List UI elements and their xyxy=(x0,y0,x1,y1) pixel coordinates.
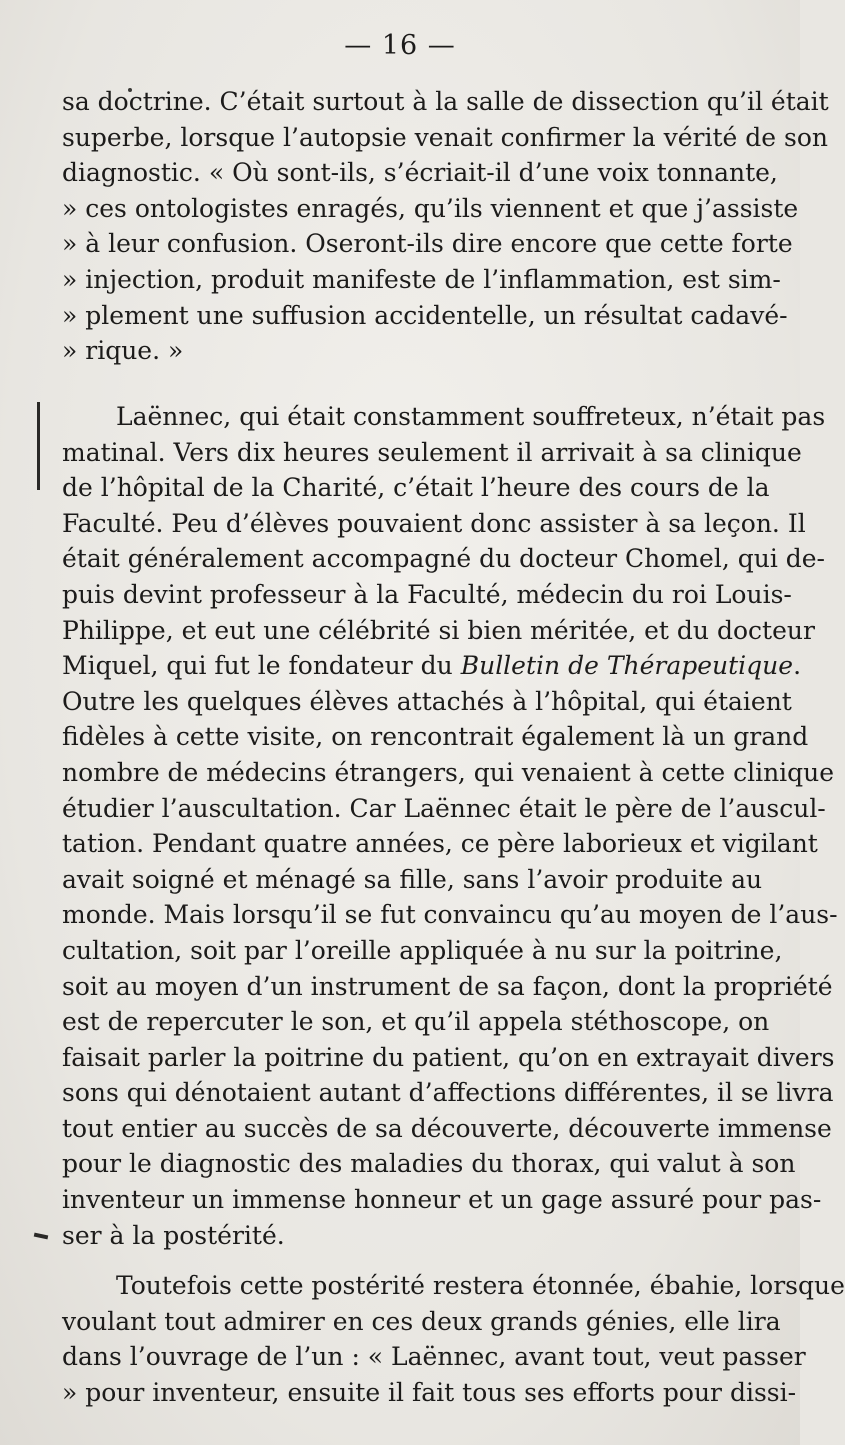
text-line: superbe, lorsque l’autopsie venait confirmer la vérité de son xyxy=(62,122,828,152)
text-line xyxy=(62,648,802,684)
text-line: avait soigné et ménagé sa fille, sans l’avoir produite au xyxy=(62,864,763,894)
text-line: puis devint professeur à la Faculté, médecin du roi Louis- xyxy=(62,579,792,609)
text-line: Toutefois cette postérité restera étonnée, ébahie, lorsque xyxy=(116,1271,845,1300)
text-line: dans l’ouvrage de l’un : « Laënnec, avant tout, veut passer xyxy=(62,1342,806,1372)
text-fragment: . xyxy=(793,651,802,681)
text-line: était généralement accompagné du docteur Chomel, qui de- xyxy=(62,544,826,574)
text-line: » rique. » xyxy=(62,336,184,366)
text-line: monde. Mais lorsqu’il se fut convaincu qu’au moyen de l’aus- xyxy=(62,900,838,930)
text-line: tation. Pendant quatre années, ce père laborieux et vigilant xyxy=(62,829,818,859)
text-line: Philippe, et eut une célébrité si bien méritée, et du docteur xyxy=(62,615,815,645)
paragraph-2 xyxy=(62,399,838,1253)
paragraph-1 xyxy=(62,84,829,369)
text-line: ser à la postérité. xyxy=(62,1220,285,1250)
text-line: sons qui dénotaient autant d’affections différentes, il se livra xyxy=(62,1078,834,1108)
margin-mark xyxy=(37,402,40,490)
journal-title: Bulletin de Thérapeutique xyxy=(460,651,794,681)
text-line: est de repercuter le son, et qu’il appela stéthoscope, on xyxy=(62,1007,770,1037)
text-line: fidèles à cette visite, on rencontrait également là un grand xyxy=(62,722,809,752)
text-line: de l’hôpital de la Charité, c’était l’heure des cours de la xyxy=(62,473,770,503)
page-number: — 16 — xyxy=(344,30,456,61)
text-line: Faculté. Peu d’élèves pouvaient donc assister à sa leçon. Il xyxy=(62,508,806,538)
text-line: cultation, soit par l’oreille appliquée à nu sur la poitrine, xyxy=(62,935,783,965)
text-line: Outre les quelques élèves attachés à l’hôpital, qui étaient xyxy=(62,686,792,716)
text-line: voulant tout admirer en ces deux grands génies, elle lira xyxy=(62,1306,781,1336)
text-line: matinal. Vers dix heures seulement il arrivait à sa clinique xyxy=(62,437,802,467)
text-line: diagnostic. « Où sont-ils, s’écriait-il d’une voix tonnante, xyxy=(62,158,778,188)
paragraph-3 xyxy=(62,1268,845,1410)
text-line: tout entier au succès de sa découverte, découverte immense xyxy=(62,1113,832,1143)
text-line: » ces ontologistes enragés, qu’ils viennent et que j’assiste xyxy=(62,193,799,223)
text-line: étudier l’auscultation. Car Laënnec était le père de l’auscul- xyxy=(62,793,826,823)
margin-dash-mark xyxy=(34,1233,49,1240)
text-line: inventeur un immense honneur et un gage assuré pour pas- xyxy=(62,1185,822,1215)
text-fragment: Miquel, qui fut le fondateur du xyxy=(62,651,461,681)
text-line: sa doctrine. C’était surtout à la salle de dissection qu’il était xyxy=(62,87,829,116)
text-line: » à leur confusion. Oseront-ils dire encore que cette forte xyxy=(62,229,793,259)
text-line: faisait parler la poitrine du patient, qu’on en extrayait divers xyxy=(62,1042,835,1072)
text-line: » plement une suffusion accidentelle, un résultat cadavé- xyxy=(62,300,788,330)
text-line: soit au moyen d’un instrument de sa façon, dont la propriété xyxy=(62,971,833,1001)
text-line: » injection, produit manifeste de l’inflammation, est sim- xyxy=(62,264,781,294)
text-line: Laënnec, qui était constamment souffreteux, n’était pas xyxy=(116,402,826,431)
text-line: nombre de médecins étrangers, qui venaient à cette clinique xyxy=(62,757,835,787)
text-line: pour le diagnostic des maladies du thorax, qui valut à son xyxy=(62,1149,796,1179)
text-line: » pour inventeur, ensuite il fait tous ses efforts pour dissi- xyxy=(62,1377,797,1407)
